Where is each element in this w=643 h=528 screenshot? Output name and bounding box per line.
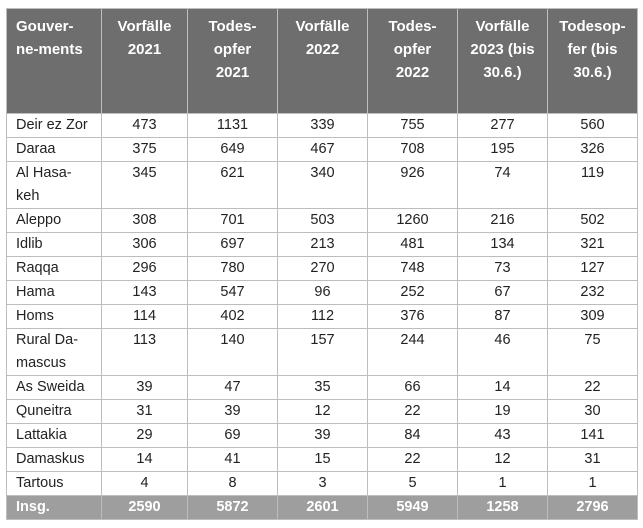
table-cell: 8 bbox=[188, 472, 278, 496]
table-cell: 14 bbox=[102, 448, 188, 472]
governorate-name bbox=[7, 376, 102, 400]
governorate-name-part: Deir ez Zor bbox=[16, 117, 88, 133]
table-cell: 30 bbox=[548, 400, 638, 424]
table-cell: 112 bbox=[278, 305, 368, 329]
table-cell: 402 bbox=[188, 305, 278, 329]
table-cell: 74 bbox=[458, 162, 548, 209]
table-row bbox=[7, 305, 638, 329]
governorate-name bbox=[7, 233, 102, 257]
table-cell: 296 bbox=[102, 257, 188, 281]
table-cell: 113 bbox=[102, 329, 188, 376]
total-cell: 2590 bbox=[102, 496, 188, 520]
governorate-name-part: Rural Da- bbox=[16, 332, 79, 348]
governorate-name-part: Damaskus bbox=[16, 451, 85, 467]
table-cell: 14 bbox=[458, 376, 548, 400]
table-row bbox=[7, 472, 638, 496]
table-row bbox=[7, 281, 638, 305]
table-cell: 134 bbox=[458, 233, 548, 257]
table-cell: 560 bbox=[548, 114, 638, 138]
table-cell: 339 bbox=[278, 114, 368, 138]
table-cell: 376 bbox=[368, 305, 458, 329]
governorate-name-part: Tartous bbox=[16, 475, 64, 491]
governorate-name bbox=[7, 400, 102, 424]
table-cell: 67 bbox=[458, 281, 548, 305]
governorate-name-part: Aleppo bbox=[16, 212, 62, 228]
governorate-name bbox=[7, 162, 102, 209]
table-row bbox=[7, 329, 638, 376]
table-cell: 96 bbox=[278, 281, 368, 305]
header-incidents-2023: Vorfälle 2023 (bis 30.6.) bbox=[458, 9, 548, 114]
table-cell: 22 bbox=[548, 376, 638, 400]
table-cell: 252 bbox=[368, 281, 458, 305]
table-cell: 473 bbox=[102, 114, 188, 138]
governorate-name-part: mascus bbox=[16, 355, 66, 371]
total-cell: 1258 bbox=[458, 496, 548, 520]
table-cell: 157 bbox=[278, 329, 368, 376]
table-cell: 306 bbox=[102, 233, 188, 257]
table-cell: 309 bbox=[548, 305, 638, 329]
total-cell: 5949 bbox=[368, 496, 458, 520]
governorate-name-part: Raqqa bbox=[16, 260, 59, 276]
table-cell: 47 bbox=[188, 376, 278, 400]
table-cell: 12 bbox=[278, 400, 368, 424]
table-cell: 12 bbox=[458, 448, 548, 472]
table-cell: 649 bbox=[188, 138, 278, 162]
table-cell: 31 bbox=[548, 448, 638, 472]
table-cell: 308 bbox=[102, 209, 188, 233]
table-cell: 340 bbox=[278, 162, 368, 209]
governorate-name-part: Homs bbox=[16, 308, 54, 324]
governorate-name bbox=[7, 448, 102, 472]
table-cell: 4 bbox=[102, 472, 188, 496]
table-row bbox=[7, 257, 638, 281]
table-cell: 375 bbox=[102, 138, 188, 162]
governorate-name bbox=[7, 114, 102, 138]
header-incidents-2021: Vorfälle 2021 bbox=[102, 9, 188, 114]
governorate-name bbox=[7, 305, 102, 329]
table-cell: 547 bbox=[188, 281, 278, 305]
table-cell: 69 bbox=[188, 424, 278, 448]
table-cell: 39 bbox=[188, 400, 278, 424]
governorate-name-part: Daraa bbox=[16, 141, 56, 157]
table-cell: 244 bbox=[368, 329, 458, 376]
header-row bbox=[7, 9, 638, 114]
table-cell: 143 bbox=[102, 281, 188, 305]
table-cell: 755 bbox=[368, 114, 458, 138]
table-cell: 1 bbox=[548, 472, 638, 496]
table-cell: 1 bbox=[458, 472, 548, 496]
table-cell: 481 bbox=[368, 233, 458, 257]
table-cell: 697 bbox=[188, 233, 278, 257]
table-cell: 216 bbox=[458, 209, 548, 233]
header-incidents-2022: Vorfälle 2022 bbox=[278, 9, 368, 114]
table-row bbox=[7, 424, 638, 448]
governorate-name bbox=[7, 138, 102, 162]
table-cell: 503 bbox=[278, 209, 368, 233]
governorate-name bbox=[7, 424, 102, 448]
table-cell: 926 bbox=[368, 162, 458, 209]
table-cell: 345 bbox=[102, 162, 188, 209]
table-cell: 39 bbox=[278, 424, 368, 448]
table-cell: 41 bbox=[188, 448, 278, 472]
total-cell: 2601 bbox=[278, 496, 368, 520]
table-cell: 75 bbox=[548, 329, 638, 376]
governorate-name-part: As Sweida bbox=[16, 379, 85, 395]
table-cell: 84 bbox=[368, 424, 458, 448]
table-cell: 270 bbox=[278, 257, 368, 281]
header-governorates: Gouver- ne-ments bbox=[7, 9, 102, 114]
table-row bbox=[7, 138, 638, 162]
table-cell: 140 bbox=[188, 329, 278, 376]
table-cell: 39 bbox=[102, 376, 188, 400]
table-cell: 3 bbox=[278, 472, 368, 496]
table-row bbox=[7, 114, 638, 138]
table-cell: 467 bbox=[278, 138, 368, 162]
table-cell: 114 bbox=[102, 305, 188, 329]
table-cell: 46 bbox=[458, 329, 548, 376]
table-cell: 87 bbox=[458, 305, 548, 329]
header-deaths-2021: Todes- opfer 2021 bbox=[188, 9, 278, 114]
governorate-name bbox=[7, 472, 102, 496]
table-cell: 326 bbox=[548, 138, 638, 162]
table-cell: 22 bbox=[368, 400, 458, 424]
table-cell: 1131 bbox=[188, 114, 278, 138]
table-row bbox=[7, 233, 638, 257]
table-cell: 708 bbox=[368, 138, 458, 162]
total-row bbox=[7, 496, 638, 520]
table-cell: 502 bbox=[548, 209, 638, 233]
table-row bbox=[7, 376, 638, 400]
governorate-name-part: keh bbox=[16, 188, 40, 204]
governorate-name bbox=[7, 257, 102, 281]
table-cell: 1260 bbox=[368, 209, 458, 233]
table-cell: 780 bbox=[188, 257, 278, 281]
governorate-name bbox=[7, 329, 102, 376]
table-cell: 29 bbox=[102, 424, 188, 448]
table-cell: 31 bbox=[102, 400, 188, 424]
governorate-name-part: Idlib bbox=[16, 236, 43, 252]
table-cell: 5 bbox=[368, 472, 458, 496]
governorate-name bbox=[7, 281, 102, 305]
table-cell: 621 bbox=[188, 162, 278, 209]
table-row bbox=[7, 162, 638, 209]
table-cell: 701 bbox=[188, 209, 278, 233]
table-cell: 119 bbox=[548, 162, 638, 209]
governorate-name bbox=[7, 209, 102, 233]
table-cell: 22 bbox=[368, 448, 458, 472]
total-cell: 2796 bbox=[548, 496, 638, 520]
table-row bbox=[7, 209, 638, 233]
table-cell: 321 bbox=[548, 233, 638, 257]
table-cell: 35 bbox=[278, 376, 368, 400]
table-cell: 66 bbox=[368, 376, 458, 400]
governorate-name-part: Hama bbox=[16, 284, 55, 300]
table-cell: 213 bbox=[278, 233, 368, 257]
governorate-name-part: Lattakia bbox=[16, 427, 67, 443]
incidents-table bbox=[6, 8, 638, 520]
total-cell: 5872 bbox=[188, 496, 278, 520]
table-cell: 195 bbox=[458, 138, 548, 162]
table-cell: 73 bbox=[458, 257, 548, 281]
table-cell: 127 bbox=[548, 257, 638, 281]
table-cell: 19 bbox=[458, 400, 548, 424]
table-cell: 15 bbox=[278, 448, 368, 472]
table-row bbox=[7, 400, 638, 424]
total-label: Insg. bbox=[7, 496, 102, 520]
table-cell: 277 bbox=[458, 114, 548, 138]
header-deaths-2022: Todes- opfer 2022 bbox=[368, 9, 458, 114]
governorate-name-part: Al Hasa- bbox=[16, 165, 72, 181]
table-row bbox=[7, 448, 638, 472]
header-deaths-2023: Todesop- fer (bis 30.6.) bbox=[548, 9, 638, 114]
governorate-name-part: Quneitra bbox=[16, 403, 72, 419]
table-cell: 232 bbox=[548, 281, 638, 305]
table-cell: 43 bbox=[458, 424, 548, 448]
table-cell: 748 bbox=[368, 257, 458, 281]
table-cell: 141 bbox=[548, 424, 638, 448]
